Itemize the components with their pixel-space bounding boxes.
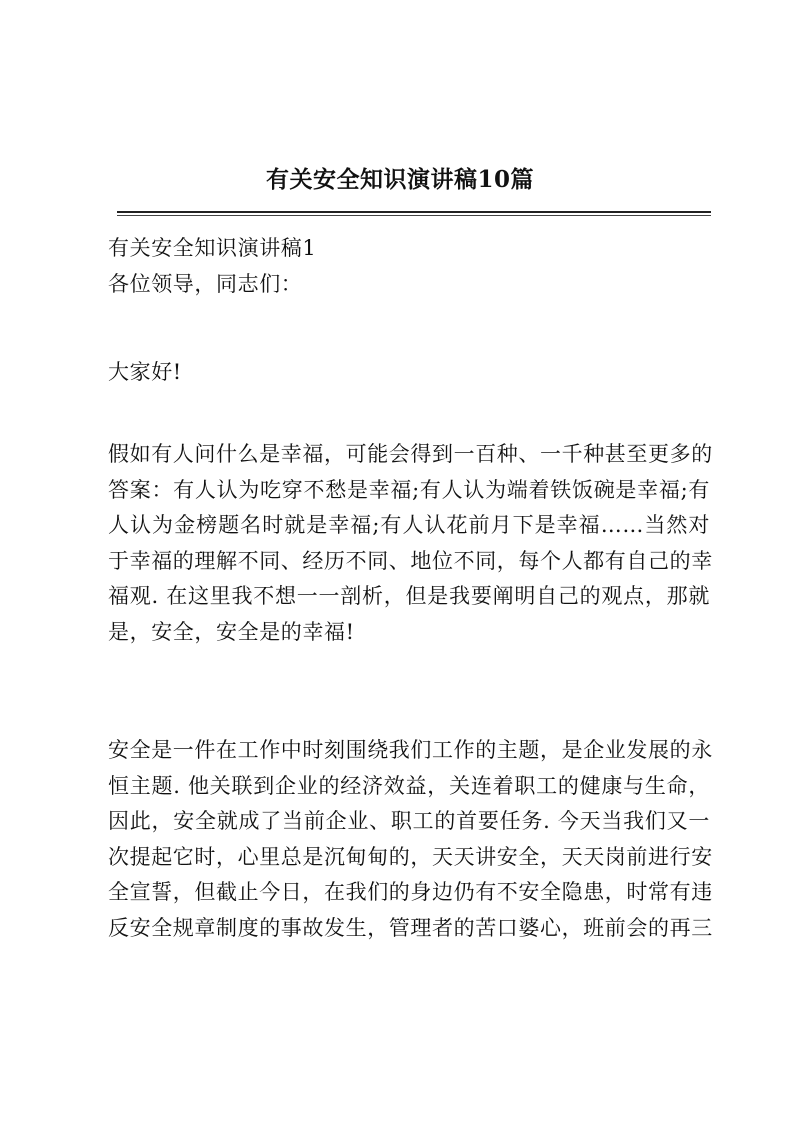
greeting: 大家好!	[108, 360, 182, 384]
paragraph-line: 答案：有人认为吃穿不愁是幸福;有人认为端着铁饭碗是幸福;有	[108, 477, 710, 502]
paragraph-line: 福观. 在这里我不想一一剖析，但是我要阐明自己的观点，那就	[108, 584, 710, 608]
greeting-block	[108, 355, 710, 391]
paragraph-line: 反安全规章制度的事故发生，管理者的苦口婆心，班前会的再三	[108, 915, 713, 940]
document-body-opening	[108, 231, 710, 302]
paragraph-line: 人认为金榜题名时就是幸福;有人认花前月下是幸福……当然对	[108, 513, 710, 537]
title-underline-thin	[117, 215, 711, 216]
paragraph-line: 次提起它时，心里总是沉甸甸的，天天讲安全，天天岗前进行安	[108, 844, 713, 869]
paragraph-line: 因此，安全就成了当前企业、职工的首要任务. 今天当我们又一	[108, 809, 710, 833]
paragraph-1	[108, 437, 713, 650]
paragraph-line: 全宣誓，但截止今日，在我们的身边仍有不安全隐患，时常有违	[108, 880, 713, 904]
section-heading: 有关安全知识演讲稿1	[108, 236, 317, 260]
paragraph-line: 是，安全，安全是的幸福!	[108, 619, 355, 644]
document-title: 有关安全知识演讲稿10篇	[265, 166, 534, 193]
paragraph-line: 假如有人问什么是幸福，可能会得到一百种、一千种甚至更多的	[108, 442, 713, 466]
paragraph-line: 安全是一件在工作中时刻围绕我们工作的主题，是企业发展的永	[108, 738, 713, 762]
title-underline-thick	[117, 211, 711, 213]
paragraph-2	[108, 733, 713, 946]
paragraph-line: 于幸福的理解不同、经历不同、地位不同，每个人都有自己的幸	[108, 548, 713, 573]
paragraph-line: 恒主题. 他关联到企业的经济效益，关连着职工的健康与生命，	[108, 773, 710, 798]
salutation: 各位领导，同志们：	[108, 271, 303, 296]
